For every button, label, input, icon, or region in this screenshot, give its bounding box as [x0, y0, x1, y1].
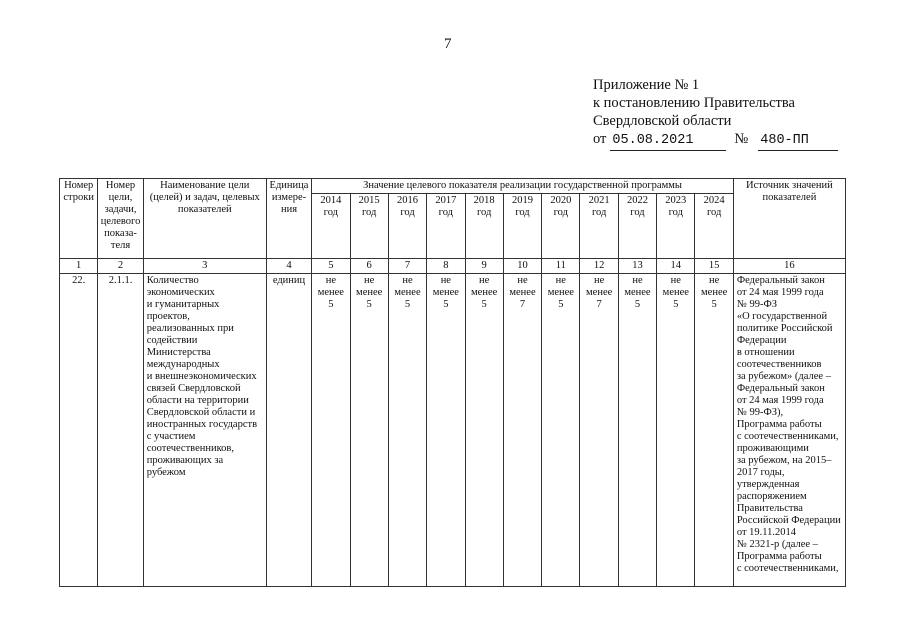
header-year: 2016 год — [388, 194, 426, 259]
column-number: 3 — [143, 259, 266, 274]
column-number: 6 — [350, 259, 388, 274]
page-number: 7 — [444, 36, 452, 52]
header-year: 2023 год — [657, 194, 695, 259]
table-row — [60, 274, 846, 587]
year-value: не менее 5 — [618, 274, 656, 587]
appendix-region: Свердловской области — [593, 113, 732, 129]
header-year: 2015 год — [350, 194, 388, 259]
column-number: 14 — [657, 259, 695, 274]
unit-value: единиц — [266, 274, 311, 587]
goal-number: 2.1.1. — [98, 274, 143, 587]
year-value: не менее 5 — [427, 274, 465, 587]
column-number: 11 — [542, 259, 580, 274]
column-number: 16 — [733, 259, 845, 274]
header-year: 2017 год — [427, 194, 465, 259]
year-value: не менее 5 — [695, 274, 733, 587]
resolution-date: 05.08.2021 — [610, 132, 726, 151]
header-row-number: Номер строки — [60, 179, 98, 259]
appendix-block — [593, 76, 838, 151]
column-number: 4 — [266, 259, 311, 274]
column-number: 10 — [503, 259, 541, 274]
header-year: 2021 год — [580, 194, 618, 259]
resolution-number: 480-ПП — [758, 132, 838, 151]
header-year: 2019 год — [503, 194, 541, 259]
goal-name: Количество экономических и гуманитарных проектов, реализованных при содействии Министерства международных и внешнеэкономических связей Свердловской области на территории Свердловской области и иностранных государств с участием соотечественников, проживающих за рубежом — [143, 274, 266, 587]
column-number: 15 — [695, 259, 733, 274]
source-text: Федеральный закон от 24 мая 1999 года № 99-ФЗ «О государственной политике Российской Федерации в отношении соотечественников за рубежом» (далее – Федеральный закон от 24 мая 1999 года № 99-ФЗ), Программа работы с соотечественниками, проживающими за рубежом, на 2015– 2017 годы, утвержденная распоряжением Правительства Российской Федерации от 19.11.2014 № 2321-р (далее – Программа работы с соотечественниками, — [733, 274, 845, 587]
year-value: не менее 5 — [465, 274, 503, 587]
header-year: 2024 год — [695, 194, 733, 259]
column-number: 1 — [60, 259, 98, 274]
header-source: Источник значений показателей — [733, 179, 845, 259]
year-value: не менее 7 — [580, 274, 618, 587]
header-year: 2014 год — [312, 194, 350, 259]
number-label: № — [734, 131, 749, 147]
header-year: 2020 год — [542, 194, 580, 259]
appendix-title: Приложение № 1 — [593, 77, 700, 93]
indicators-table — [59, 178, 846, 587]
year-value: не менее 5 — [657, 274, 695, 587]
header-values-group: Значение целевого показателя реализации государственной программы — [312, 179, 734, 194]
year-value: не менее 5 — [542, 274, 580, 587]
column-number: 2 — [98, 259, 143, 274]
column-number-row — [60, 259, 846, 274]
header-unit: Единица измере- ния — [266, 179, 311, 259]
column-number: 8 — [427, 259, 465, 274]
year-value: не менее 7 — [503, 274, 541, 587]
header-goal-name: Наименование цели (целей) и задач, целевых показателей — [143, 179, 266, 259]
header-year: 2018 год — [465, 194, 503, 259]
year-value: не менее 5 — [312, 274, 350, 587]
appendix-date-number — [593, 130, 838, 151]
appendix-resolution: к постановлению Правительства — [593, 95, 795, 111]
header-year: 2022 год — [618, 194, 656, 259]
header-goal-number: Номер цели, задачи, целевого показа- теля — [98, 179, 143, 259]
row-number: 22. — [60, 274, 98, 587]
column-number: 12 — [580, 259, 618, 274]
year-value: не менее 5 — [388, 274, 426, 587]
from-label: от — [593, 131, 607, 147]
column-number: 9 — [465, 259, 503, 274]
year-value: не менее 5 — [350, 274, 388, 587]
column-number: 13 — [618, 259, 656, 274]
table-header-row — [60, 179, 846, 194]
column-number: 5 — [312, 259, 350, 274]
column-number: 7 — [388, 259, 426, 274]
